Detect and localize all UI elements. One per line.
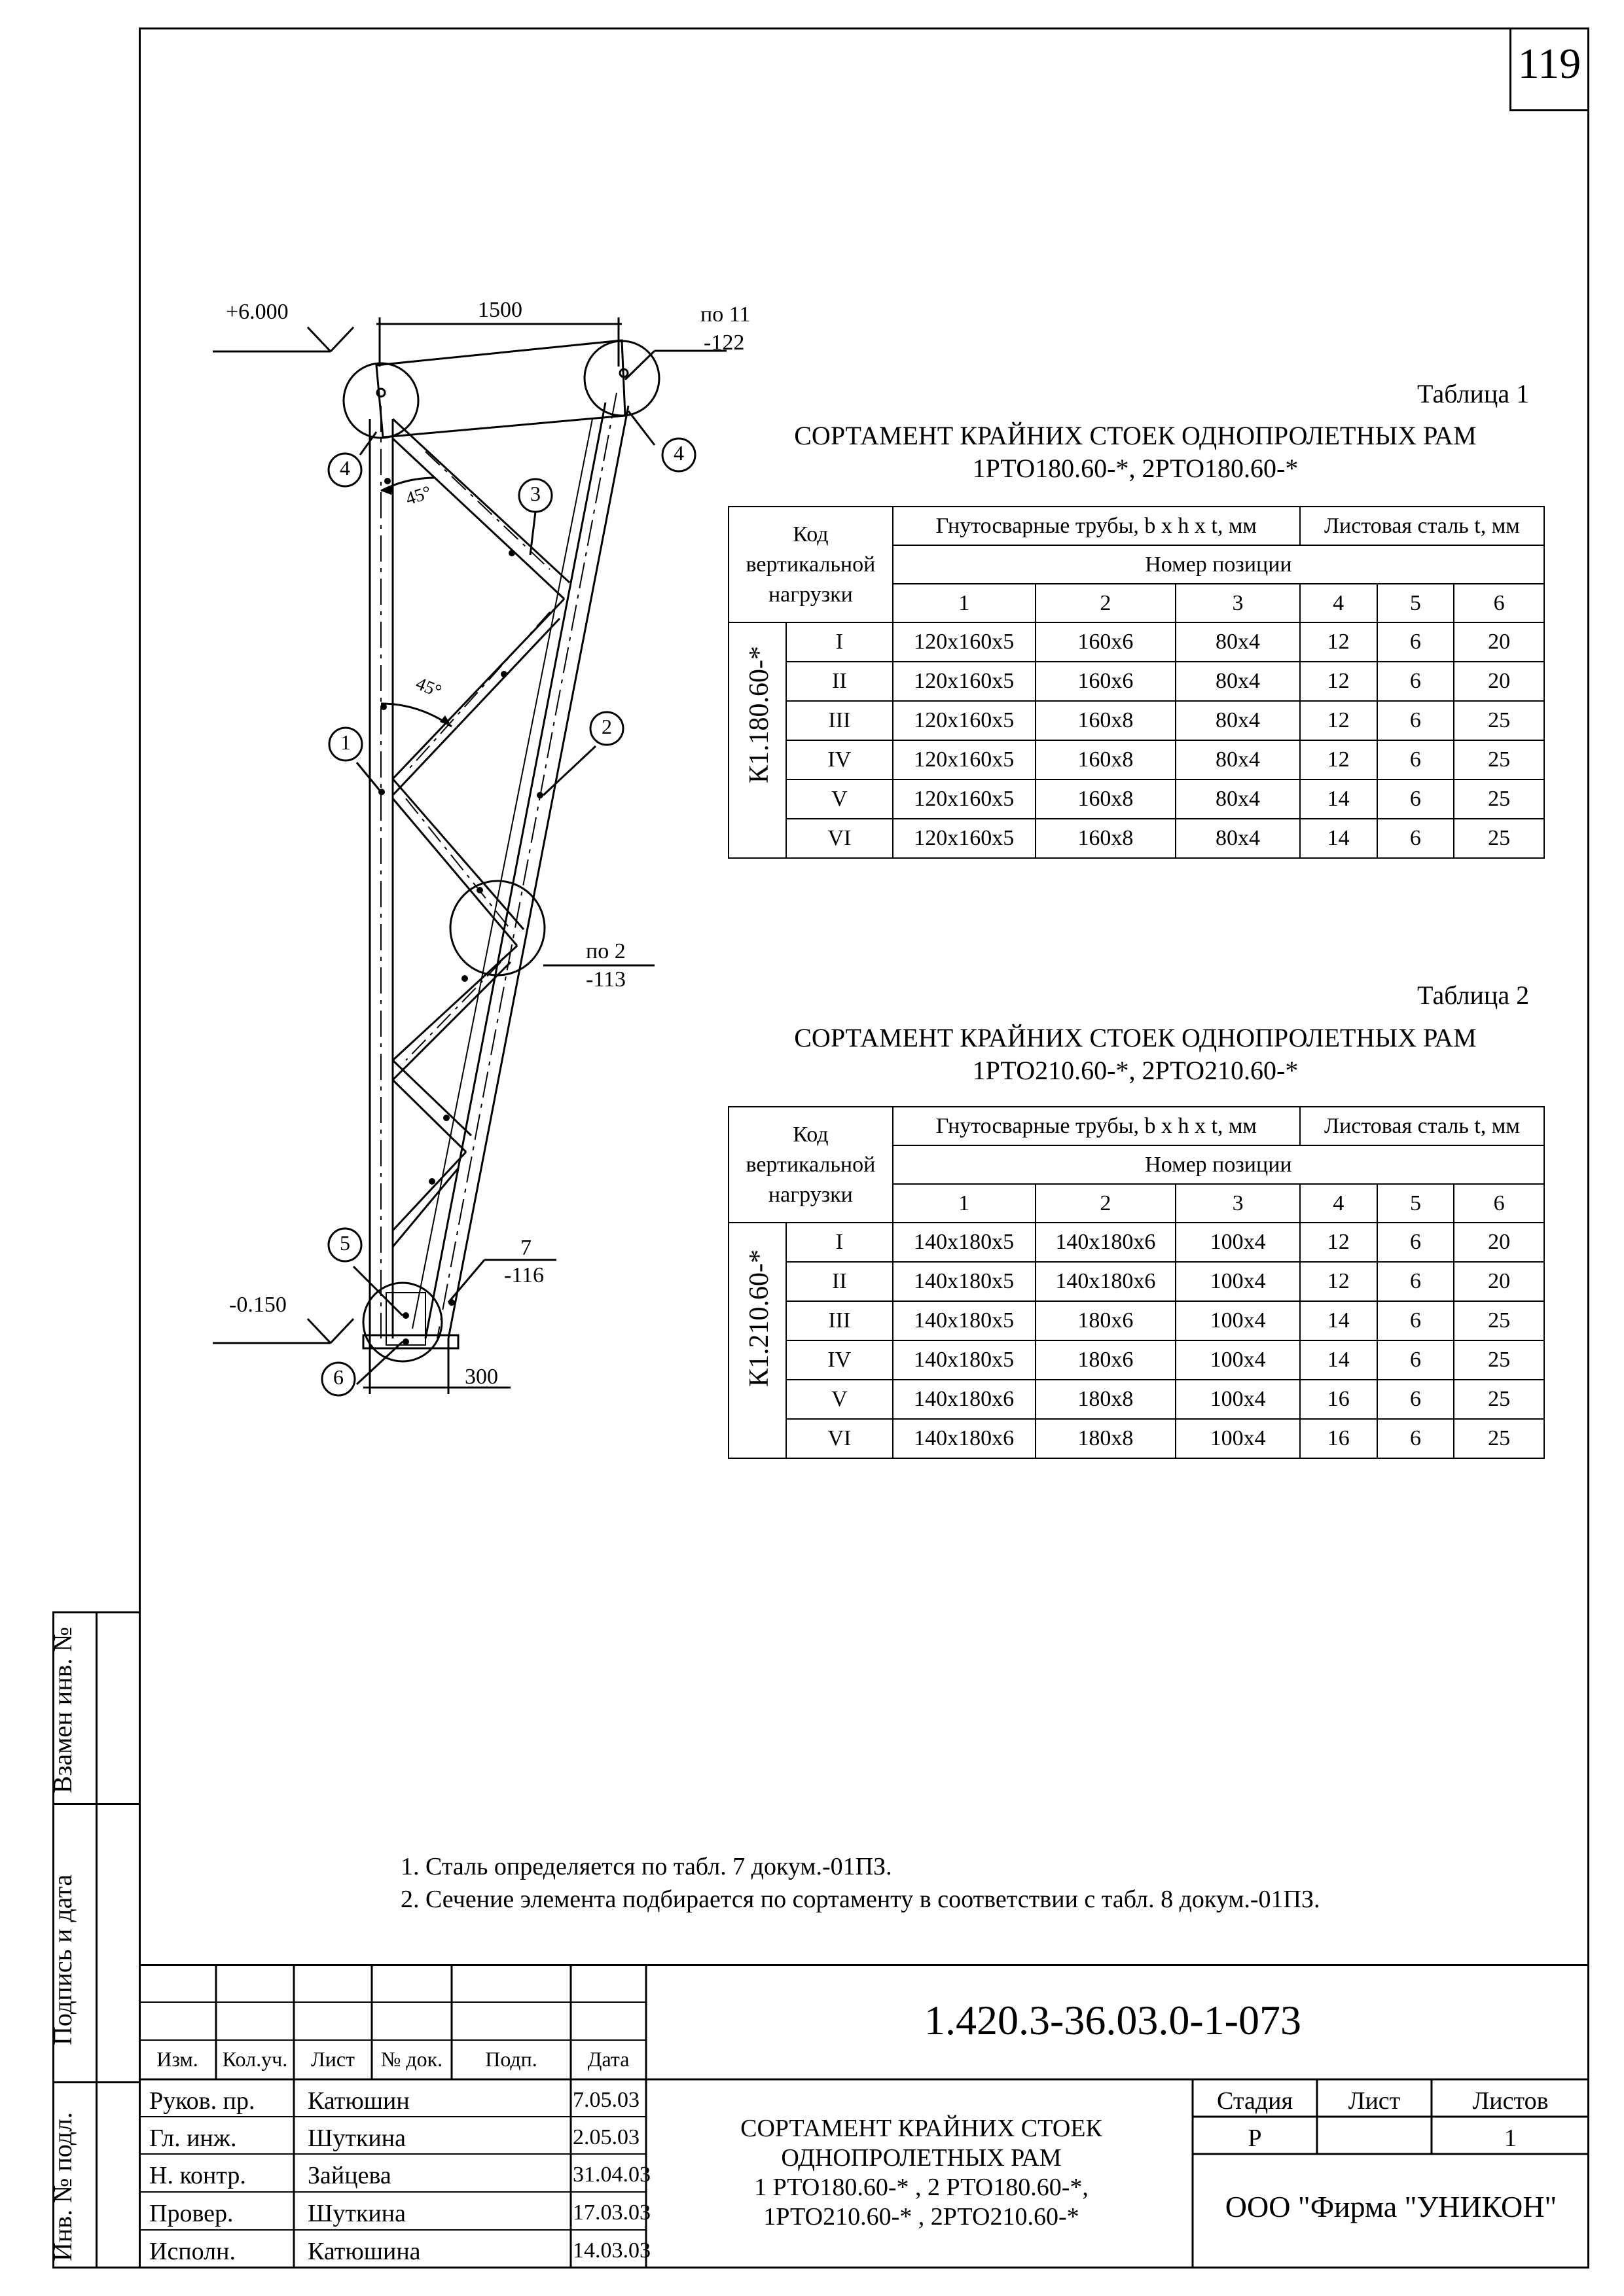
note-2: 2. Сечение элемента подбирается по сортаменту в соответствии с табл. 8 докум.-01ПЗ. xyxy=(401,1886,1320,1913)
ref-top-line1: по 11 xyxy=(700,302,751,327)
table-row: К1.210.60-* I 140х180х5 140х180х6 100х4 12 6 20 xyxy=(729,1223,1544,1262)
signer-name: Шуткина xyxy=(308,2200,406,2227)
sheet-title-line2: ОДНОПРОЛЕТНЫХ РАМ xyxy=(781,2144,1062,2172)
signer-role: Гл. инж. xyxy=(149,2125,237,2152)
angle-label: 45° xyxy=(412,673,444,702)
sheet-header: Листовая сталь t, мм xyxy=(1300,1107,1544,1145)
marker-4-left: 4 xyxy=(340,456,350,480)
marker-5: 5 xyxy=(340,1231,350,1255)
col-header-list: Лист xyxy=(310,2047,355,2071)
side-stamp-inner xyxy=(96,1611,98,2269)
signer-role: Провер. xyxy=(149,2200,234,2227)
sheet-title-line3: 1 РТО180.60-* , 2 РТО180.60-*, xyxy=(754,2174,1089,2201)
side-stamp-orig-inv: Инв. № подл. xyxy=(48,2112,77,2261)
table-row: К1.180.60-* I 120х160х5 160х6 80х4 12 6 20 xyxy=(729,622,1544,662)
col-header-ndoc: № док. xyxy=(380,2047,443,2071)
ref-mid-line2: -113 xyxy=(586,967,626,992)
table1-title-line2: 1РТО180.60-*, 2РТО180.60-* xyxy=(972,454,1299,483)
signer-date: 31.04.03 xyxy=(573,2162,651,2187)
doc-code: 1.420.3-36.03.0-1-073 xyxy=(924,1997,1301,2043)
table-row: III 120х160х5 160х8 80х4 12 6 25 xyxy=(729,701,1544,740)
signer-name: Катюшина xyxy=(308,2238,421,2265)
page-number: 119 xyxy=(1517,40,1581,88)
signer-date: 7.05.03 xyxy=(573,2088,640,2112)
table-row: II 120х160х5 160х6 80х4 12 6 20 xyxy=(729,662,1544,701)
signer-name: Катюшин xyxy=(308,2087,410,2115)
signer-role: Руков. пр. xyxy=(149,2087,255,2115)
position-header: Номер позиции xyxy=(893,545,1544,584)
table-row: VI 120х160х5 160х8 80х4 14 6 25 xyxy=(729,819,1544,858)
signer-role: Н. контр. xyxy=(149,2162,246,2189)
dimension-top: 1500 xyxy=(478,298,522,322)
group-cell: К1.210.60-* xyxy=(729,1223,786,1458)
table-row: II 140х180х5 140х180х6 100х4 12 6 20 xyxy=(729,1262,1544,1301)
marker-4-right: 4 xyxy=(674,441,684,465)
signer-name: Зайцева xyxy=(308,2162,391,2189)
stage-value: Р xyxy=(1248,2125,1262,2152)
signer-date: 14.03.03 xyxy=(573,2238,651,2263)
table-row: VI 140х180х6 180х8 100х4 16 6 25 xyxy=(729,1419,1544,1458)
elevation-bottom: -0.150 xyxy=(229,1293,287,1317)
group-cell: К1.180.60-* xyxy=(729,622,786,858)
angle-label: 45° xyxy=(403,482,434,510)
sheet-header: Листовая сталь t, мм xyxy=(1300,507,1544,545)
code-header: Код вертикальной нагрузки xyxy=(729,507,893,622)
sheet-title-line4: 1РТО210.60-* , 2РТО210.60-* xyxy=(763,2203,1079,2231)
table1-title-line1: СОРТАМЕНТ КРАЙНИХ СТОЕК ОДНОПРОЛЕТНЫХ РАМ xyxy=(794,421,1477,450)
table-row: III 140х180х5 180х6 100х4 14 6 25 xyxy=(729,1301,1544,1340)
table1-label: Таблица 1 xyxy=(1417,379,1530,408)
col-header-izm: Изм. xyxy=(156,2047,198,2071)
table2-title-line1: СОРТАМЕНТ КРАЙНИХ СТОЕК ОДНОПРОЛЕТНЫХ РАМ xyxy=(794,1023,1477,1052)
note-1: 1. Сталь определяется по табл. 7 докум.-01ПЗ. xyxy=(401,1853,892,1880)
table-row: IV 120х160х5 160х8 80х4 12 6 25 xyxy=(729,740,1544,780)
pipes-header: Гнутосварные трубы, b x h x t, мм xyxy=(893,1107,1300,1145)
ref-mid-line1: по 2 xyxy=(586,939,626,963)
marker-1: 1 xyxy=(340,730,351,754)
pipes-header: Гнутосварные трубы, b x h x t, мм xyxy=(893,507,1300,545)
company-name: ООО "Фирма "УНИКОН" xyxy=(1225,2190,1557,2223)
sheet-label: Лист xyxy=(1348,2087,1401,2115)
elevation-top: +6.000 xyxy=(226,300,289,324)
ref-bottom-line2: -116 xyxy=(504,1263,545,1287)
dimension-bottom: 300 xyxy=(465,1365,498,1389)
sheets-label: Листов xyxy=(1472,2087,1549,2115)
col-header-data: Дата xyxy=(587,2047,630,2071)
table2-label: Таблица 2 xyxy=(1417,980,1530,1010)
signer-name: Шуткина xyxy=(308,2125,406,2152)
marker-2: 2 xyxy=(602,715,612,738)
marker-3: 3 xyxy=(530,482,541,505)
table-row: V 120х160х5 160х8 80х4 14 6 25 xyxy=(729,780,1544,819)
marker-6: 6 xyxy=(333,1365,344,1389)
ref-bottom-line1: 7 xyxy=(520,1236,532,1260)
col-header-podp: Подп. xyxy=(485,2047,537,2071)
table-row: IV 140х180х5 180х6 100х4 14 6 25 xyxy=(729,1340,1544,1380)
stage-label: Стадия xyxy=(1217,2087,1293,2115)
signer-date: 2.05.03 xyxy=(573,2125,640,2149)
col-header-kol: Кол.уч. xyxy=(222,2047,288,2071)
table2-title-line2: 1РТО210.60-*, 2РТО210.60-* xyxy=(972,1056,1299,1085)
table1: Код вертикальной нагрузки Гнутосварные трубы, b x h x t, мм Листовая сталь t, мм Номер позиции 1 2 3 4 5 6 К1.180.60-* I 120х160х5 160х6 80х4 12 6 20 II 120х160х5 160х6 80х4 12 6 20 III 120х160х5 160х8 80х4 12 6 25 IV 120х160х5 160х8 80х4 12 6 25 V 120х160х5 160х8 80х4 14 6 25 VI 120х160х5 160х8 80х4 14 6 25 xyxy=(728,506,1545,859)
table-row: V 140х180х6 180х8 100х4 16 6 25 xyxy=(729,1380,1544,1419)
side-stamp-replace-inv: Взамен инв. № xyxy=(48,1626,77,1793)
ref-top-line2: -122 xyxy=(704,331,745,355)
sheets-value: 1 xyxy=(1504,2125,1517,2152)
sheet-title-line1: СОРТАМЕНТ КРАЙНИХ СТОЕК xyxy=(740,2115,1102,2142)
position-header: Номер позиции xyxy=(893,1145,1544,1184)
signer-date: 17.03.03 xyxy=(573,2200,651,2225)
table2: Код вертикальной нагрузки Гнутосварные трубы, b x h x t, мм Листовая сталь t, мм Номер позиции 1 2 3 4 5 6 К1.210.60-* I 140х180х5 140х180х6 100х4 12 6 20 II 140х180х5 140х180х6 100х4 12 6 20 III 140х180х5 180х6 100х4 14 6 25 IV 140х180х5 180х6 100х4 14 6 25 V 140х180х6 180х8 100х4 16 6 25 VI 140х180х6 180х8 100х4 16 6 25 xyxy=(728,1106,1545,1459)
signer-role: Исполн. xyxy=(149,2238,236,2265)
code-header: Код вертикальной нагрузки xyxy=(729,1107,893,1223)
side-stamp-signature-date: Подпись и дата xyxy=(48,1874,77,2045)
